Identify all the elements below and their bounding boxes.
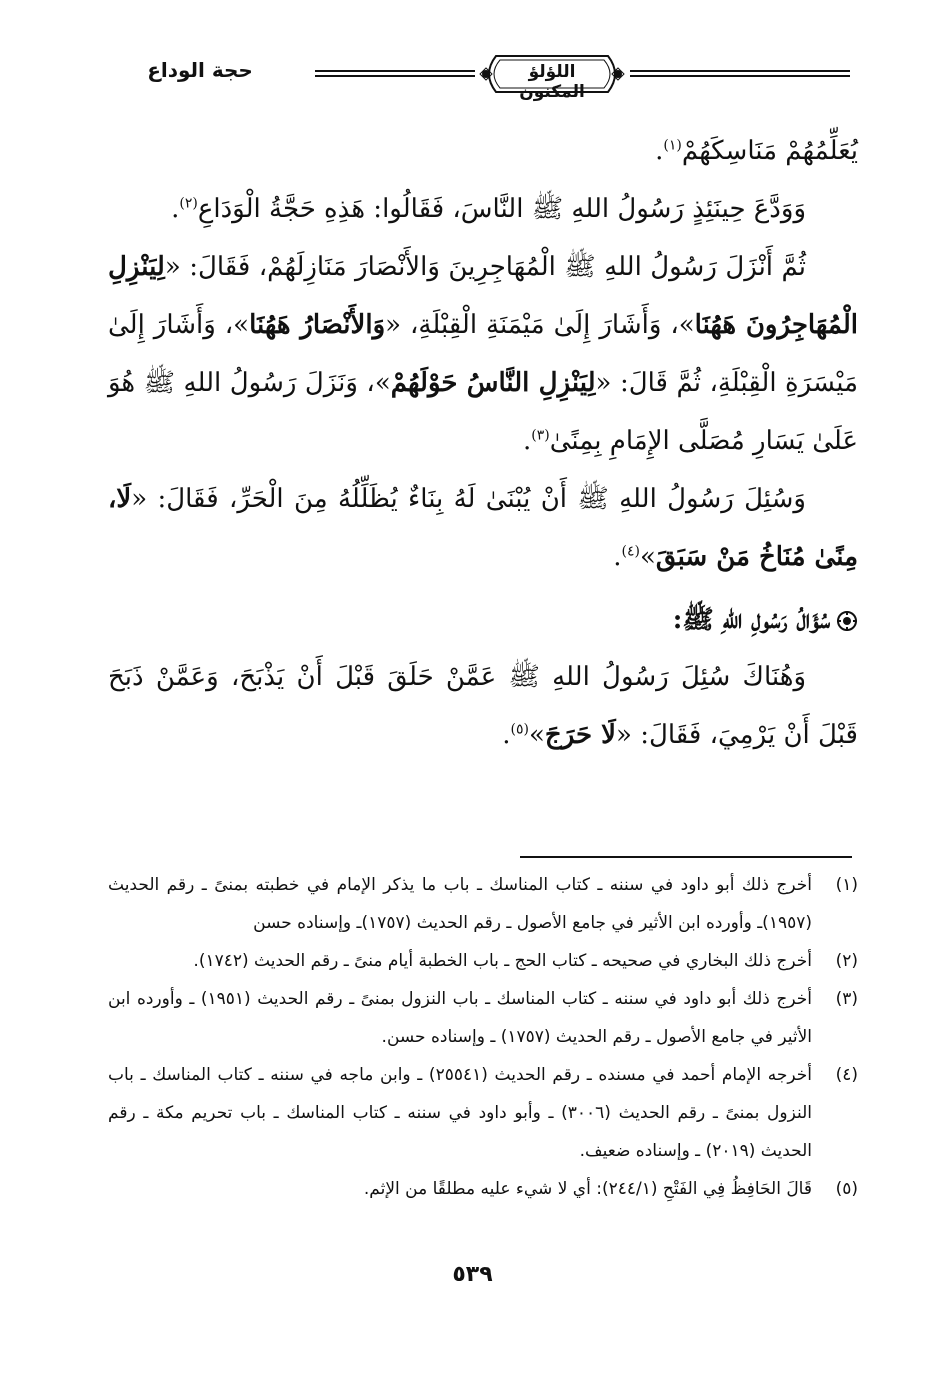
section-heading-text: سُؤَالُ رَسُولِ اللهِ ﷺ: (672, 605, 830, 635)
hadith-quote-5: لَا حَرَجَ (544, 720, 617, 750)
footnote-2 (108, 942, 858, 980)
paragraph-2-end: . (171, 194, 180, 224)
footnote-text: أخرجه الإمام أحمد في مسنده ـ رقم الحديث (٢٥٥٤١) ـ وابن ماجه في سننه ـ كتاب المناسك ـ باب النزول بمنىً ـ رقم الحديث (٣٠٠٦) ـ وأبو داود في سننه ـ كتاب المناسك ـ باب تحريم مكة ـ رقم الحديث (٢٠١٩) ـ وإسناده ضعيف. (108, 1065, 812, 1161)
footnote-ref-2: (٢) (179, 195, 198, 212)
paragraph-1-text: يُعَلِّمُهُمْ مَنَاسِكَهُمْ (681, 136, 858, 166)
footnote-number: (٥) (835, 1179, 858, 1199)
footnote-number: (١) (835, 875, 858, 895)
footnotes (108, 866, 858, 1208)
paragraph-3-part-e: »، وَأَشَارَ إِلَىٰ مَيْسَرَةِ الْقِبْلَةِ، ثُمَّ قَالَ: « (108, 310, 858, 398)
page-number: ٥٣٩ (452, 1262, 493, 1287)
paragraph-4-part-c: » (639, 542, 656, 572)
paragraph-1 (108, 122, 858, 180)
hadith-quote-1: لِيَنْزِلِ الْمُهَاجِرُونَ هَهُنَا (108, 252, 858, 340)
paragraph-5-end: . (502, 720, 511, 750)
paragraph-4 (108, 470, 858, 586)
book-title-ornament (478, 50, 626, 102)
paragraph-1-end: . (655, 136, 664, 166)
header-rule-right (630, 70, 850, 72)
paragraph-3-part-g: »، وَنَزَلَ رَسُولُ اللهِ ﷺ هُوَ عَلَىٰ يَسَارِ مُصَلَّى الإِمَامِ بِمِنًىٰ (108, 368, 858, 456)
footnote-ref-3: (٣) (531, 427, 550, 444)
page-header (90, 48, 850, 110)
footnote-1 (108, 866, 858, 942)
paragraph-2 (108, 180, 858, 238)
chapter-title: حجة الوداع (147, 58, 253, 82)
header-rule-middle (315, 70, 475, 72)
footnote-3 (108, 980, 858, 1056)
footnote-4 (108, 1056, 858, 1170)
flower-bullet-icon (836, 610, 858, 632)
footnote-5 (108, 1170, 858, 1208)
paragraph-5-part-a: وَهُنَاكَ سُئِلَ رَسُولُ اللهِ ﷺ عَمَّنْ حَلَقَ قَبْلَ أَنْ يَذْبَحَ، وَعَمَّنْ ذَبَحَ قَبْلَ أَنْ يَرْمِيَ، فَقَالَ: « (108, 662, 858, 750)
footnote-text: أخرج ذلك البخاري في صحيحه ـ كتاب الحج ـ باب الخطبة أيام منىً ـ رقم الحديث (١٧٤٢). (193, 951, 812, 971)
footnote-ref-1: (١) (663, 137, 682, 154)
footnote-separator (520, 856, 852, 858)
footnote-number: (٤) (835, 1065, 858, 1085)
paragraph-3-part-a: ثُمَّ أَنْزَلَ رَسُولُ اللهِ ﷺ الْمُهَاجِرِينَ وَالأَنْصَارَ مَنَازِلَهُمْ، فَقَالَ: « (164, 252, 806, 282)
footnote-ref-5: (٥) (510, 721, 529, 738)
paragraph-4-part-a: وَسُئِلَ رَسُولُ اللهِ ﷺ أَنْ يُبْنَىٰ لَهُ بِنَاءٌ يُظَلِّلُهُ مِنَ الْحَرِّ، فَقَالَ: « (131, 484, 806, 514)
paragraph-5 (108, 648, 858, 764)
footnote-ref-4: (٤) (621, 543, 640, 560)
footnote-text: أخرج ذلك أبو داود في سننه ـ كتاب المناسك ـ باب النزول بمنىً ـ رقم الحديث (١٩٥١) ـ وأورده ابن الأثير في جامع الأصول ـ رقم الحديث (١٧٥٧) ـ وإسناده حسن. (108, 989, 812, 1047)
paragraph-3-end: . (522, 426, 532, 456)
paragraph-3-part-c: »، وَأَشَارَ إِلَىٰ مَيْمَنَةِ الْقِبْلَةِ، « (385, 310, 695, 340)
footnote-number: (٢) (835, 951, 858, 971)
hadith-quote-3: لِيَنْزِلِ النَّاسُ حَوْلَهُمْ (390, 368, 596, 398)
hadith-quote-2: وَالأَنْصَارُ هَهُنَا (249, 310, 386, 340)
section-heading (108, 592, 858, 648)
paragraph-5-part-c: » (529, 720, 545, 750)
main-text (108, 122, 858, 764)
hadith-quote-4: لَا، مِنًىٰ مُنَاخُ مَنْ سَبَقَ (108, 484, 858, 572)
footnote-number: (٣) (835, 989, 858, 1009)
footnote-text: قَالَ الحَافِظُ فِي الفَتْحِ (٢٤٤/١): أي لا شيء عليه مطلقًا من الإثم. (363, 1179, 812, 1199)
paragraph-4-end: . (613, 542, 622, 572)
book-title: اللؤلؤ المكنون (519, 62, 585, 102)
paragraph-2-text: وَوَدَّعَ حِينَئِذٍ رَسُولُ اللهِ ﷺ النَّاسَ، فَقَالُوا: هَذِهِ حَجَّةُ الْوَدَاعِ (197, 194, 806, 224)
footnote-text: أخرج ذلك أبو داود في سننه ـ كتاب المناسك ـ باب ما يذكر الإمام في خطبته بمنىً ـ رقم الحديث (١٩٥٧)ـ وأورده ابن الأثير في جامع الأصول ـ رقم الحديث (١٧٥٧)ـ وإسناده حسن (108, 875, 812, 933)
paragraph-3 (108, 238, 858, 470)
